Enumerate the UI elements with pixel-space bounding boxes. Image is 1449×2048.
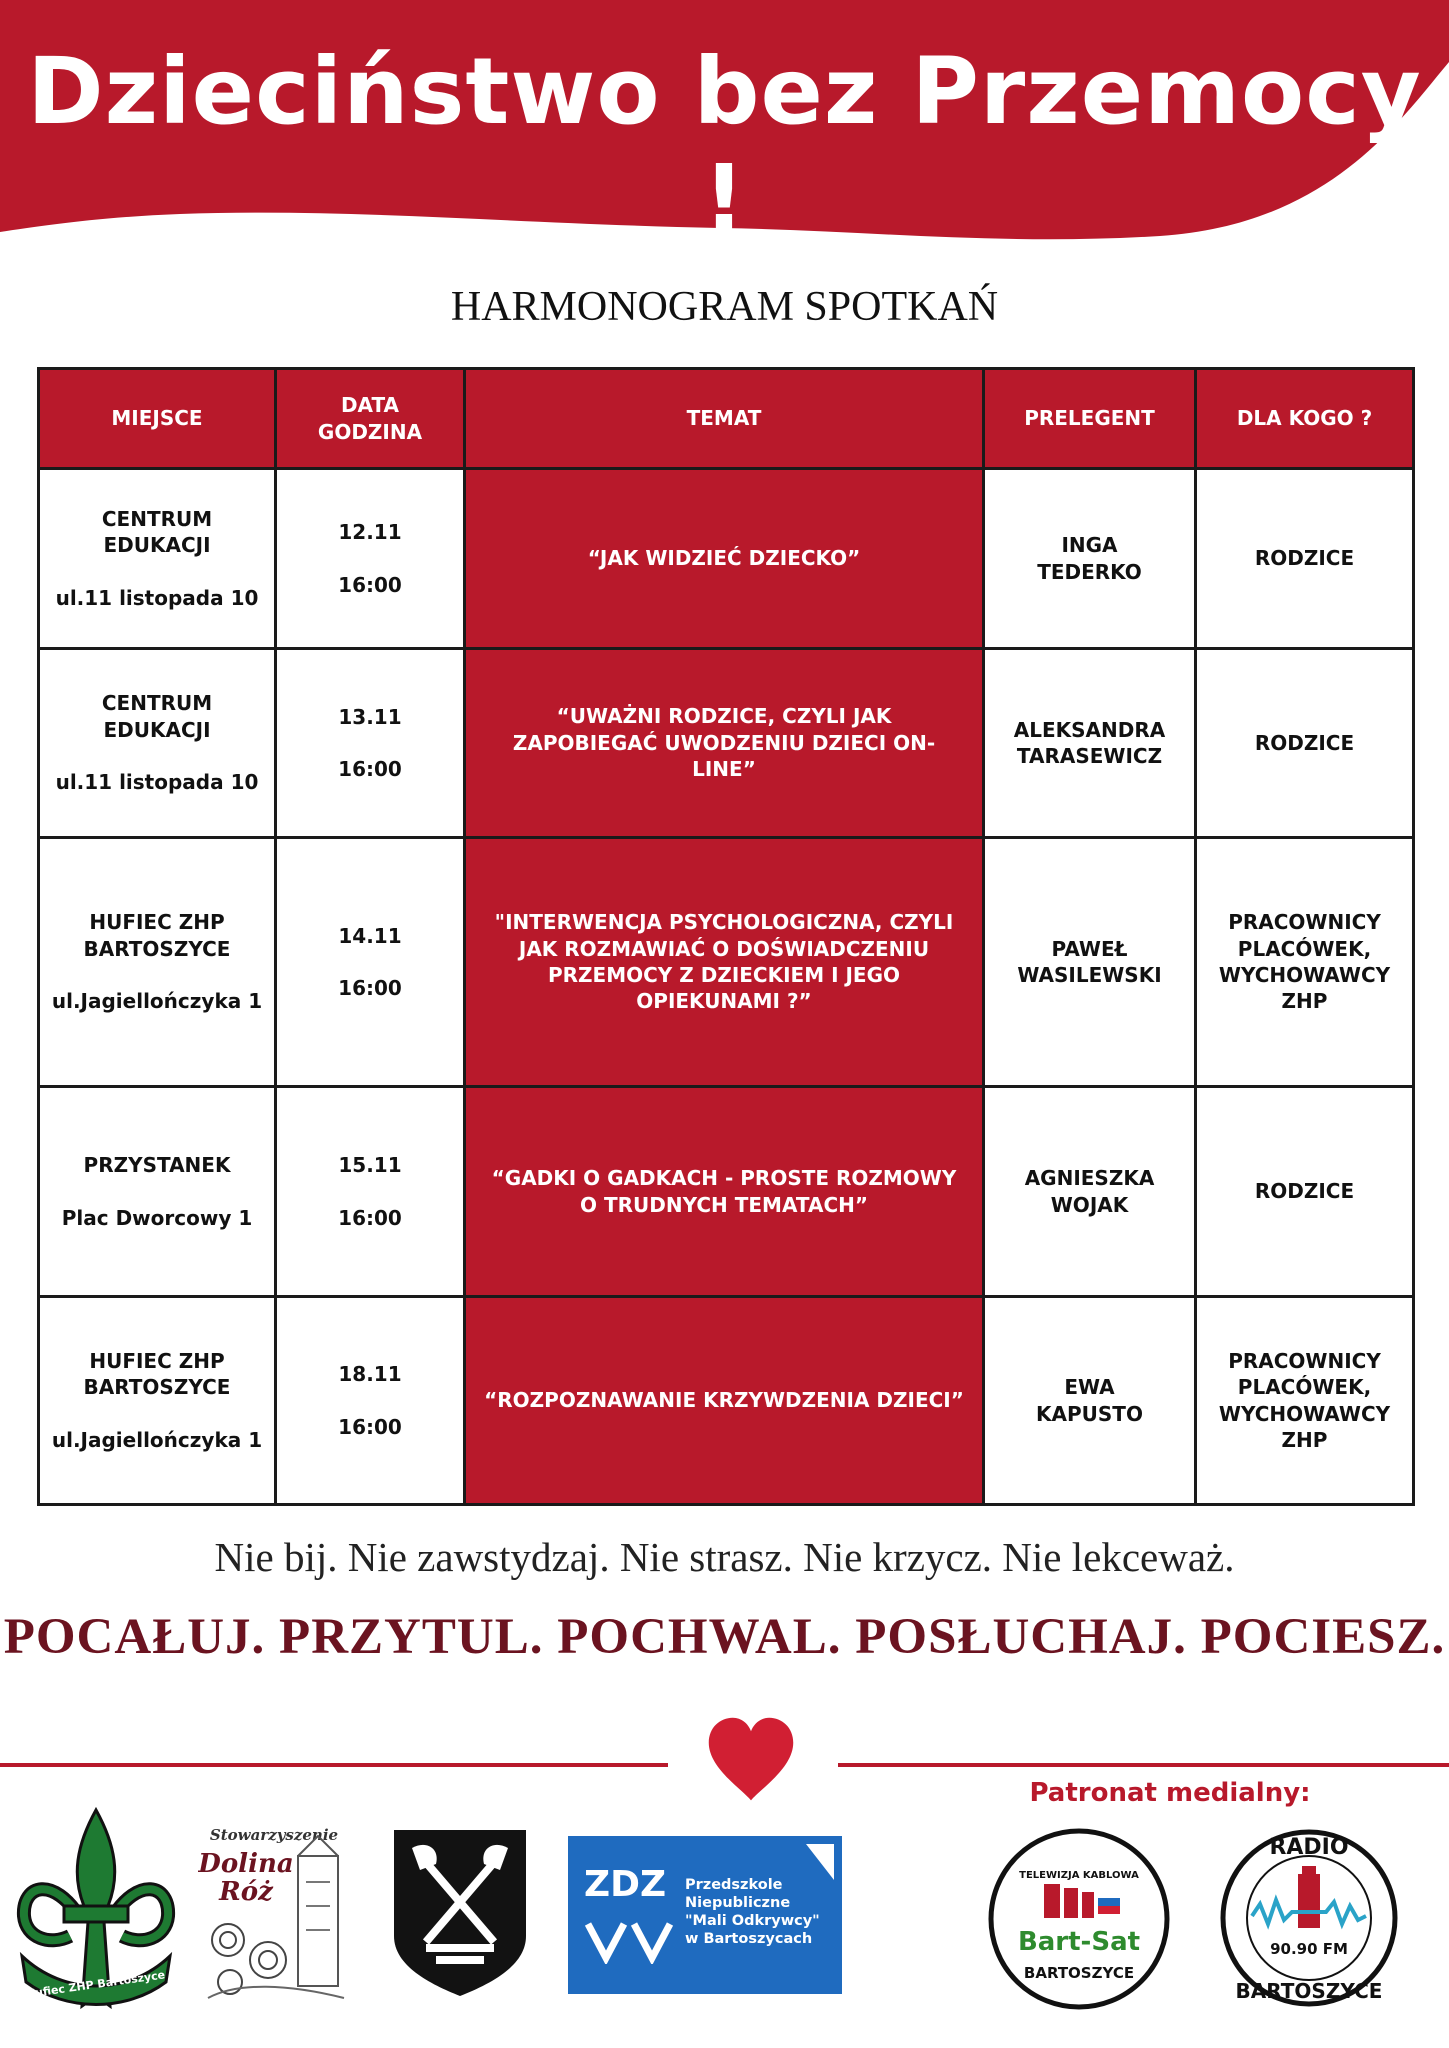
divider-left — [0, 1763, 668, 1767]
cell-place — [39, 1297, 276, 1505]
table-row — [39, 1297, 1414, 1505]
zdz-preschool-logo — [568, 1836, 842, 1994]
slogan-dont: Nie bij. Nie zawstydzaj. Nie strasz. Nie krzycz. Nie lekceważ. — [214, 1534, 1235, 1580]
header-place: MIEJSCE — [39, 369, 276, 469]
meeting-time: 16:00 — [338, 1205, 402, 1230]
place-address: ul.Jagiellończyka 1 — [51, 989, 263, 1014]
cell-speaker — [984, 649, 1196, 838]
table-row — [39, 838, 1414, 1087]
cell-speaker — [984, 1297, 1196, 1505]
meeting-time: 16:00 — [338, 572, 402, 597]
speaker-first-name: EWA — [1064, 1375, 1115, 1400]
radio-bartoszyce-logo — [1216, 1820, 1402, 2016]
zdz-logo-letters: ZDZ — [584, 1864, 667, 1905]
media-patronage-label: Patronat medialny: — [1029, 1778, 1311, 1808]
header-topic: TEMAT — [465, 369, 984, 469]
place-address: Plac Dworcowy 1 — [61, 1205, 253, 1230]
speaker-last-name: KAPUSTO — [1036, 1401, 1143, 1426]
place-name-line2: BARTOSZYCE — [83, 1375, 231, 1400]
table-row — [39, 649, 1414, 838]
header-date-line1: DATA — [340, 393, 400, 418]
speaker-last-name: TARASEWICZ — [1016, 744, 1163, 768]
divider-right — [838, 1763, 1449, 1767]
dolina-roz-logo — [198, 1822, 350, 2002]
tv-logo-line1: TELEWIZJA KABLOWA — [1019, 1870, 1139, 1881]
crossed-axes-shield-logo — [390, 1826, 530, 1998]
place-name-line2: EDUKACJI — [103, 717, 211, 742]
speaker-first-name: AGNIESZKA — [1024, 1166, 1155, 1191]
meeting-date: 14.11 — [338, 923, 402, 948]
zhp-logo-text: Hufiec ZHP Bartoszyce — [25, 1968, 166, 2001]
cell-audience: RODZICE — [1196, 469, 1414, 649]
speaker-last-name: WASILEWSKI — [1017, 963, 1162, 987]
cell-audience: PRACOWNICY PLACÓWEK, WYCHOWAWCY ZHP — [1196, 1297, 1414, 1505]
dolina-logo-line1: Stowarzyszenie — [209, 1826, 339, 1844]
cell-audience: RODZICE — [1196, 649, 1414, 838]
cell-topic: “GADKI O GADKACH - PROSTE ROZMOWY O TRUDNYCH TEMATACH” — [465, 1087, 984, 1297]
meeting-date: 13.11 — [338, 704, 402, 729]
place-name-line2: BARTOSZYCE — [83, 936, 231, 961]
place-address: ul.11 listopada 10 — [55, 585, 259, 610]
cell-speaker — [984, 838, 1196, 1087]
speaker-last-name: WOJAK — [1050, 1192, 1129, 1217]
tv-logo-line2: Bart-Sat — [1017, 1927, 1141, 1957]
speaker-first-name: INGA — [1061, 533, 1118, 558]
table-header-row — [39, 369, 1414, 469]
cell-date — [276, 1297, 465, 1505]
cell-place — [39, 649, 276, 838]
zhp-fleur-de-lis-logo — [14, 1806, 178, 2016]
meeting-date: 18.11 — [338, 1362, 402, 1387]
tv-logo-line3: BARTOSZYCE — [1023, 1964, 1135, 1982]
cell-speaker — [984, 1087, 1196, 1297]
place-name-line2: EDUKACJI — [103, 533, 211, 558]
cell-topic: “UWAŻNI RODZICE, CZYLI JAK ZAPOBIEGAĆ UWODZENIU DZIECI ON-LINE” — [465, 649, 984, 838]
place-name-line1: HUFIEC ZHP — [89, 1348, 225, 1373]
dolina-logo-line2: Dolina — [198, 1849, 294, 1879]
meeting-time: 16:00 — [338, 757, 402, 781]
place-address: ul.Jagiellończyka 1 — [51, 1427, 263, 1452]
cell-date — [276, 838, 465, 1087]
speaker-first-name: PAWEŁ — [1051, 936, 1128, 961]
radio-logo-bottom: BARTOSZYCE — [1235, 1979, 1383, 2003]
schedule-subtitle: HARMONOGRAM SPOTKAŃ — [450, 284, 999, 330]
speaker-last-name: TEDERKO — [1037, 559, 1142, 584]
zdz-logo-text — [685, 1876, 835, 1949]
place-name-line1: PRZYSTANEK — [83, 1153, 231, 1178]
meeting-date: 15.11 — [338, 1153, 402, 1178]
cell-speaker — [984, 469, 1196, 649]
radio-logo-top: RADIO — [1269, 1835, 1349, 1860]
cell-date — [276, 469, 465, 649]
cell-place — [39, 838, 276, 1087]
cell-date — [276, 649, 465, 838]
place-name-line1: HUFIEC ZHP — [89, 910, 225, 935]
meeting-date: 12.11 — [338, 520, 402, 545]
table-row — [39, 469, 1414, 649]
cell-audience: PRACOWNICY PLACÓWEK, WYCHOWAWCY ZHP — [1196, 838, 1414, 1087]
cell-topic: “ROZPOZNAWANIE KRZYWDZENIA DZIECI” — [465, 1297, 984, 1505]
schedule-table — [37, 367, 1415, 1506]
cell-place — [39, 1087, 276, 1297]
header-date-line2: GODZINA — [317, 419, 423, 444]
place-name-line1: CENTRUM — [101, 506, 213, 531]
bart-sat-tv-logo — [986, 1826, 1172, 2012]
place-address: ul.11 listopada 10 — [55, 770, 259, 795]
zdz-text-line1: Przedszkole — [685, 1877, 783, 1893]
radio-logo-frequency: 90.90 FM — [1270, 1940, 1348, 1958]
zdz-text-line4: w Bartoszycach — [685, 1931, 813, 1948]
dolina-logo-line3: Róż — [219, 1877, 273, 1907]
heart-icon — [703, 1712, 799, 1808]
speaker-first-name: ALEKSANDRA — [1013, 717, 1166, 742]
zdz-text-line2: Niepubliczne — [685, 1895, 791, 1912]
meeting-time: 16:00 — [338, 976, 402, 1000]
cell-audience: RODZICE — [1196, 1087, 1414, 1297]
place-name-line1: CENTRUM — [101, 691, 213, 716]
zdz-text-line3: "Mali Odkrywcy" — [685, 1913, 820, 1930]
header-audience: DLA KOGO ? — [1196, 369, 1414, 469]
header-date — [276, 369, 465, 469]
zdz-chevrons-icon — [584, 1918, 674, 1964]
header-speaker: PRELEGENT — [984, 369, 1196, 469]
meeting-time: 16:00 — [338, 1414, 402, 1439]
page-title: Dzieciństwo bez Przemocy ! — [27, 38, 1422, 252]
cell-date — [276, 1087, 465, 1297]
table-row — [39, 1087, 1414, 1297]
slogan-do: POCAŁUJ. PRZYTUL. POCHWAL. POSŁUCHAJ. POCIESZ. — [3, 1609, 1446, 1665]
cell-place — [39, 469, 276, 649]
cell-topic: "INTERWENCJA PSYCHOLOGICZNA, CZYLI JAK ROZMAWIAĆ O DOŚWIADCZENIU PRZEMOCY Z DZIECKIEM I JEGO OPIEKUNAMI ?” — [465, 838, 984, 1087]
cell-topic: “JAK WIDZIEĆ DZIECKO” — [465, 469, 984, 649]
